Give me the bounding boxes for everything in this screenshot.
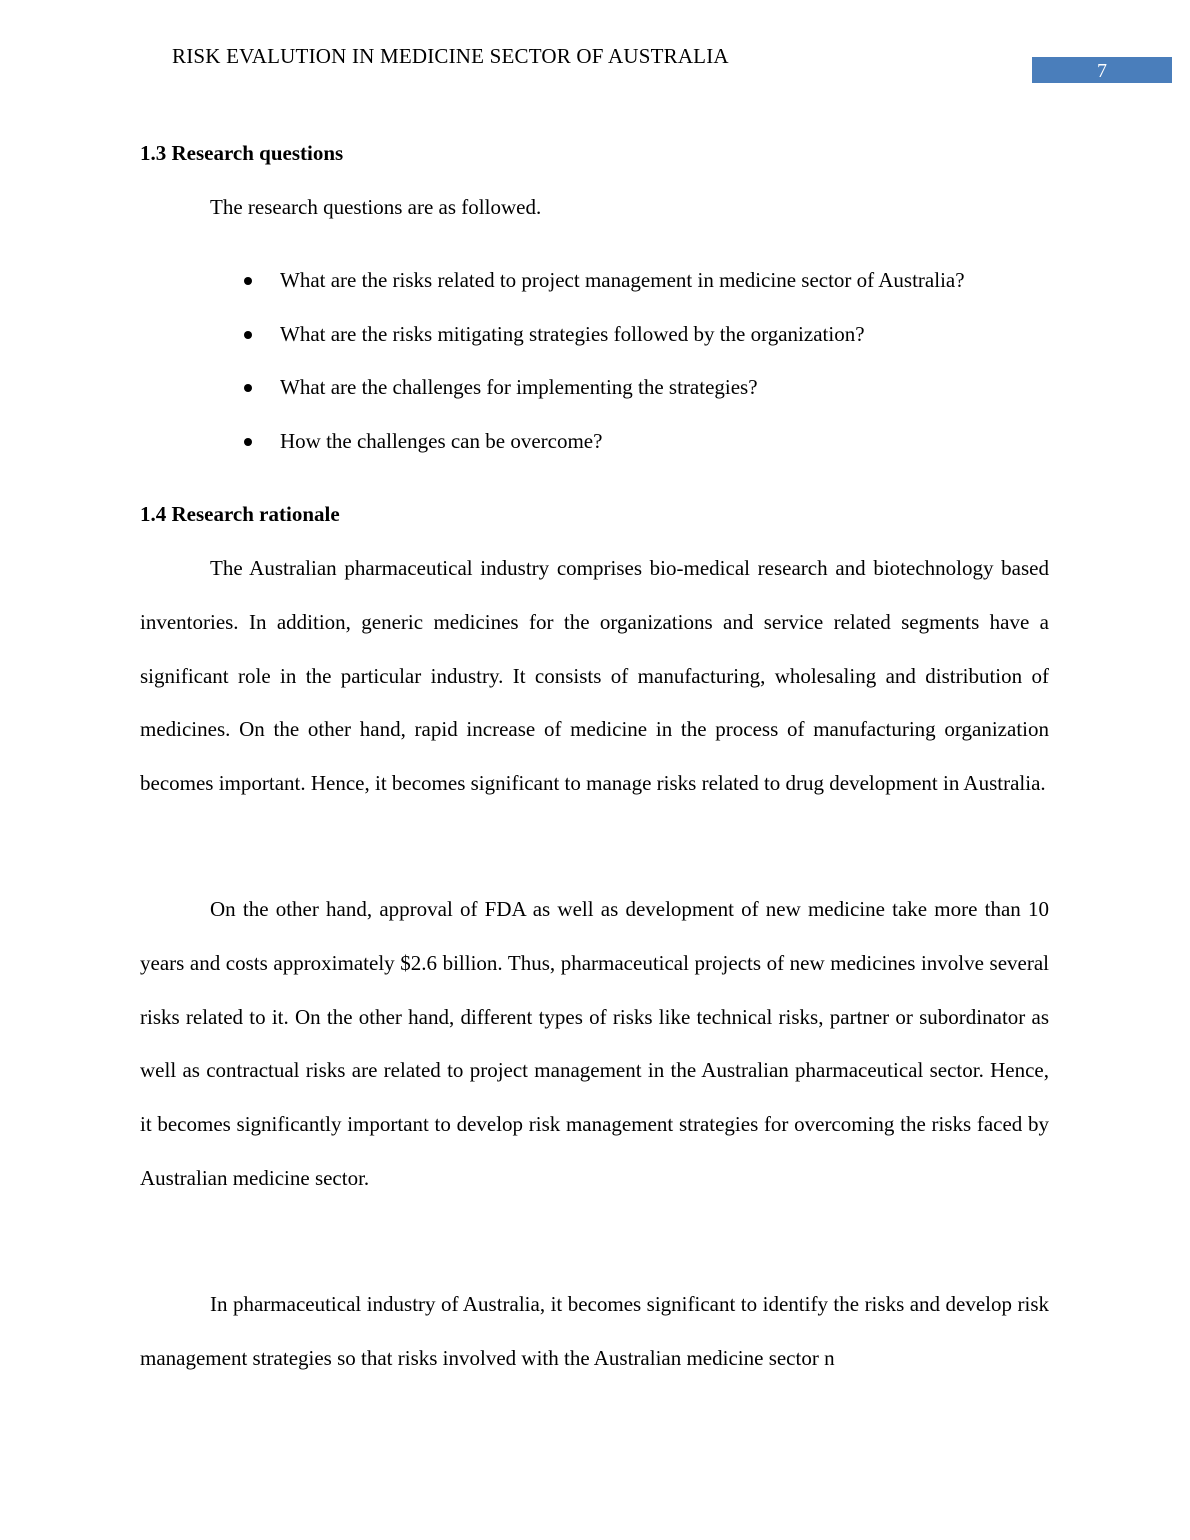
research-questions-intro: The research questions are as followed. [210,195,542,219]
rationale-paragraph-1: The Australian pharmaceutical industry comprises bio-medical research and biotechnology based inventories. In addition, generic medicines for the organizations and service related segments have a significant role in the particular industry. It consists of manufacturing, wholesaling and distribution of medicines. On the other hand, rapid increase of medicine in the process of manufacturing organization becomes important. Hence, it becomes significant to manage risks related to drug development in Australia. [140,556,1049,796]
list-item-text: What are the challenges for implementing the strategies? [280,375,758,399]
rationale-paragraph-3: In pharmaceutical industry of Australia, it becomes significant to identify the risks and develop risk management strategies so that risks involved with the Australian medicine sector n [140,1292,1049,1370]
bullet-icon [244,384,252,392]
bullet-icon [244,438,252,446]
rationale-paragraph-2: On the other hand, approval of FDA as well as development of new medicine take more than 10 years and costs approximately $2.6 billion. Thus, pharmaceutical projects of new medicines involve several risks related to it. On the other hand, different types of risks like technical risks, partner or subordinator as well as contractual risks are related to project management in the Australian pharmaceutical sector. Hence, it becomes significantly important to develop risk management strategies for overcoming the risks faced by Australian medicine sector. [140,897,1049,1190]
running-head-title: RISK EVALUTION IN MEDICINE SECTOR OF AUSTRALIA [172,44,729,68]
list-item-text: How the challenges can be overcome? [280,429,603,453]
bullet-icon [244,277,252,285]
heading-research-rationale: 1.4 Research rationale [140,502,340,526]
bullet-icon [244,331,252,339]
heading-research-questions: 1.3 Research questions [140,141,344,165]
page-number: 7 [1032,57,1172,83]
list-item-text: What are the risks related to project management in medicine sector of Australia? [280,268,965,292]
list-item-text: What are the risks mitigating strategies followed by the organization? [280,322,865,346]
